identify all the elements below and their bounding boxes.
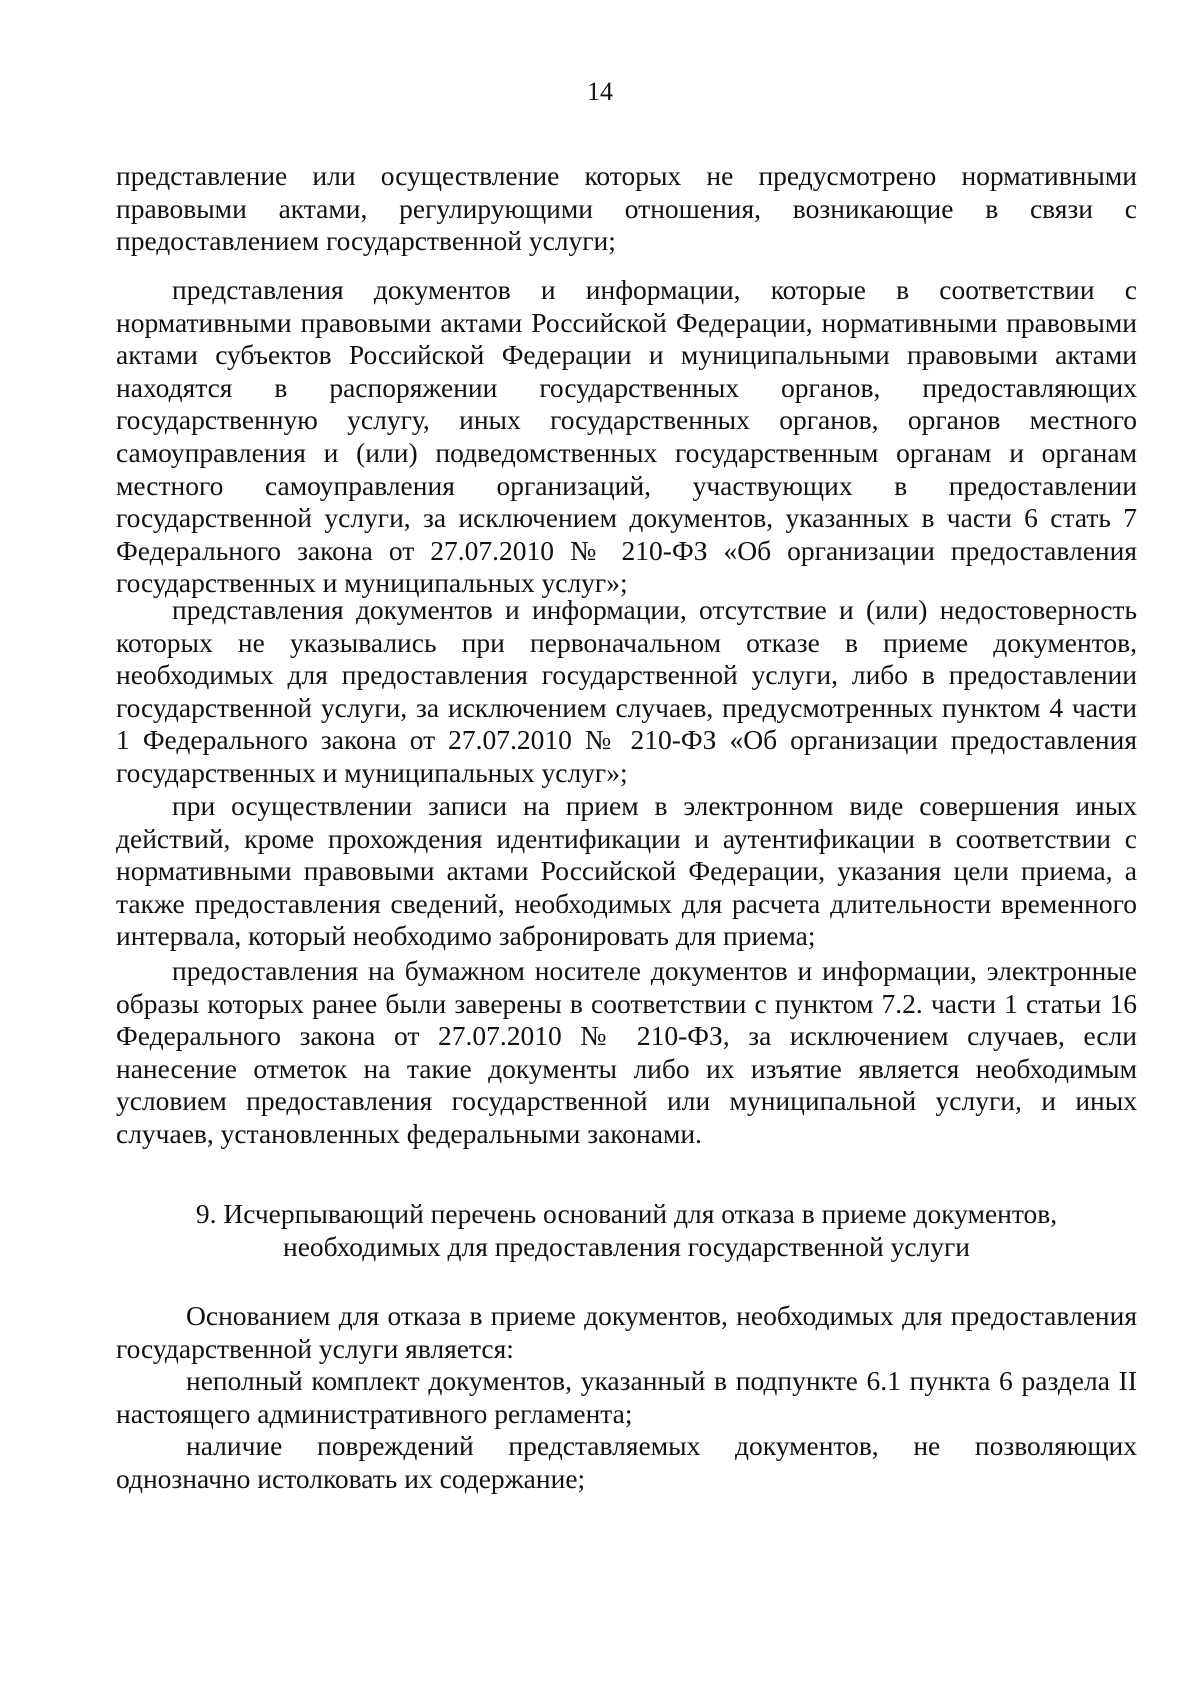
paragraph: при осуществлении записи на прием в электронном виде совершения иных действий, кроме прохождения идентификации и аутентификации в соответствии с нормативными правовыми актами Российской Федерации, указания цели приема, а также предоставления сведений, необходимых для расчета длительности временного интервала, который необходимо забронировать для приема; — [116, 790, 1137, 952]
paragraph-block — [116, 790, 1137, 953]
paragraph: представления документов и информации, отсутствие и (или) недостоверность которых не указывались при первоначальном отказе в приеме документов, необходимых для предоставления государственной услуги, либо в предоставлении государственной услуги, за исключением случаев, предусмотренных пунктом 4 части 1 Федерального закона от 27.07.2010 № 210-ФЗ «Об организации предоставления государственных и муниципальных услуг»; — [116, 594, 1137, 788]
paragraph: представления документов и информации, которые в соответствии с нормативными правовыми актами Российской Федерации, нормативными правовыми актами субъектов Российской Федерации и муниципальными правовыми актами находятся в распоряжении государственных органов, предоставляющих государственную услугу, иных государственных органов, органов местного самоуправления и (или) подведомственных государственным органам и органам местного самоуправления организаций, участвующих в предоставлении государственной услуги, за исключением документов, указанных в части 6 стать 7 Федерального закона от 27.07.2010 № 210-ФЗ «Об организации предоставления государственных и муниципальных услуг»; — [116, 274, 1137, 599]
paragraph: представление или осуществление которых не предусмотрено нормативными правовыми актами, регулирующими отношения, возникающие в связи с предоставлением государственной услуги; — [116, 160, 1137, 257]
page-number: 14 — [587, 77, 613, 106]
section-heading — [116, 1198, 1137, 1263]
section-body — [116, 1300, 1137, 1496]
section-heading-line: 9. Исчерпывающий перечень оснований для отказа в приеме документов, — [195, 1198, 1058, 1229]
paragraph-continuation — [116, 160, 1137, 258]
paragraph-block — [116, 274, 1137, 600]
paragraph-block — [116, 955, 1137, 1151]
paragraph: неполный комплект документов, указанный в подпункте 6.1 пункта 6 раздела II настоящего административного регламента; — [116, 1365, 1137, 1429]
paragraph: наличие повреждений представляемых документов, не позволяющих однозначно истолковать их содержание; — [116, 1430, 1137, 1494]
paragraph-block — [116, 594, 1137, 790]
paragraph: предоставления на бумажном носителе документов и информации, электронные образы которых ранее были заверены в соответствии с пунктом 7.2. части 1 статьи 16 Федерального закона от 27.07.2010 № 210-ФЗ, за исключением случаев, если нанесение отметок на такие документы либо их изъятие является необходимым условием предоставления государственной или муниципальной услуги, и иных случаев, установленных федеральными законами. — [116, 955, 1137, 1149]
paragraph: Основанием для отказа в приеме документов, необходимых для предоставления государственной услуги является: — [116, 1300, 1137, 1364]
section-heading-line: необходимых для предоставления государственной услуги — [282, 1230, 971, 1262]
